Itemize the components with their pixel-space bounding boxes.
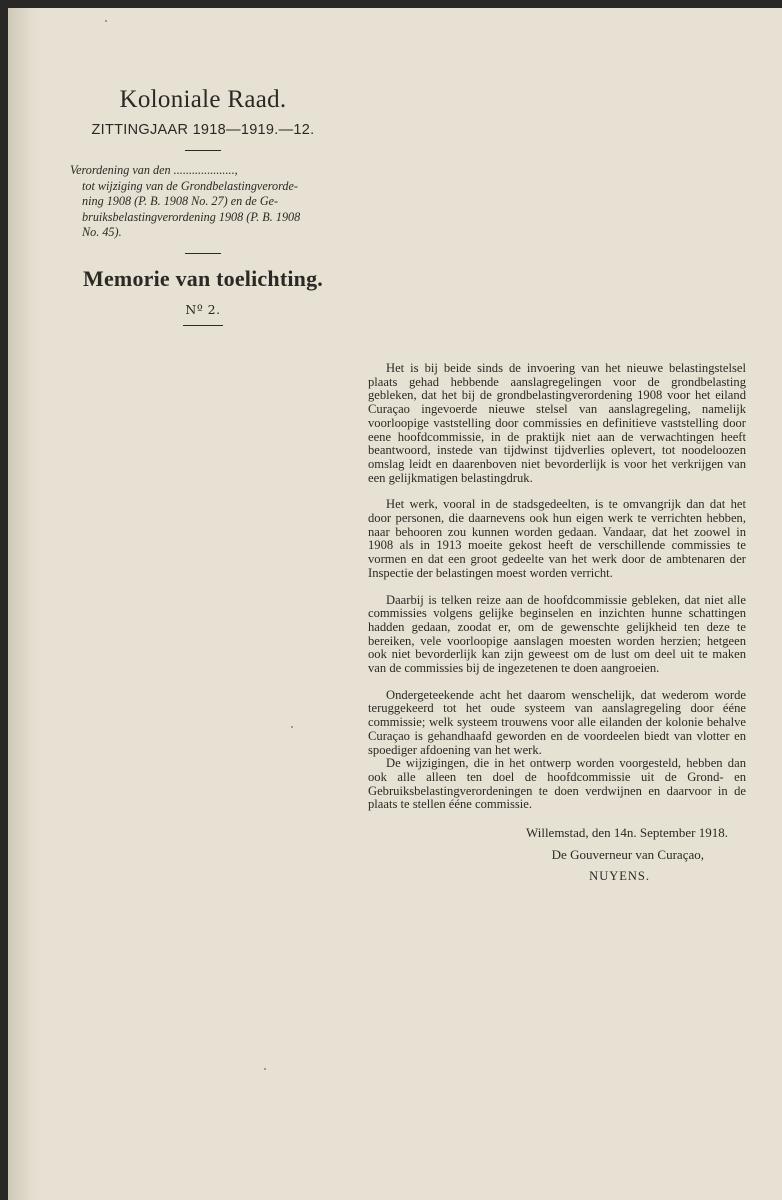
document-page	[8, 8, 782, 1200]
paper-speck	[105, 20, 107, 22]
paper-speck	[291, 726, 293, 728]
signatory-role: De Gouverneur van Curaçao,	[551, 846, 704, 862]
subject-line: Verordening van den ....................,	[70, 163, 238, 177]
body-paragraph: Ondergeteekende acht het daarom wenschelijk, dat wederom worde teruggekeerd tot het oude systeem van aanslagregeling door ééne commissie; welk systeem trouwens voor alle eilanden der kolonie behalve Curaçao is gehandhaafd geworden en de voordeelen biedt van vlotter en spoediger afdoening van het werk.	[368, 687, 746, 757]
council-title: Koloniale Raad.	[119, 86, 287, 113]
subject-line: No. 45).	[82, 225, 122, 239]
memorandum-body	[368, 362, 746, 883]
signatory-name: NUYENS.	[589, 868, 650, 883]
divider	[185, 150, 221, 151]
binding-edge	[8, 8, 42, 1200]
session-line: ZITTINGJAAR 1918—1919.—12.	[91, 122, 315, 138]
paper-speck	[264, 1068, 266, 1070]
place-date: Willemstad, den 14n. September 1918.	[525, 825, 728, 841]
body-paragraph: Het is bij beide sinds de invoering van het nieuwe belastingstelsel plaats gehad hebbende aanslagregelingen voor de grondbelasting gebleken, dat het bij de grondbelastingverordening 1908 voor het eiland Curaçao ingevoerde nieuwe stelsel van aanslagregeling, namelijk voorloopige vaststelling door commissies en definitieve vaststelling door eene hoofdcommissie, in de praktijk niet aan de verwachtingen heeft beantwoord, instede van tijdwinst tijdverlies oplevert, tot noodeloozen omslag leidt en daarenboven niet bevorderlijk is voor het verkrijgen van een gelijkmatigen belastingdruk.	[368, 361, 746, 485]
document-header	[68, 86, 338, 326]
memorandum-heading: Memorie van toelichting.	[82, 265, 324, 291]
subject-line: bruiksbelastingverordening 1908 (P. B. 1908	[82, 209, 301, 224]
body-paragraph: Het werk, vooral in de stadsgedeelten, is te omvangrijk dan dat het door personen, die daarnevens ook hun eigen werk te verrichten hebben, naar behooren zou kunnen worden gedaan. Vandaar, dat het zoowel in 1908 als in 1913 moeite gekost heeft de verschillende commissies te vormen en dat een groot gedeelte van het werk door de ambtenaren der Inspectie der belastingen moest worden verricht.	[368, 497, 746, 580]
document-number: Nº 2.	[185, 301, 221, 317]
body-paragraph: Daarbij is telken reize aan de hoofdcommissie gebleken, dat niet alle commissies volgens gelijke beginselen en inzichten hunne schattingen hadden gedaan, zoodat er, om de gewenschte gelijkheid ten deze te bereiken, vele voorloopige aanslagen moesten worden herzien; hetgeen ook niet bevorderlijk kan zijn geweest om de lust om deel uit te maken van de commissies bij de ingezetenen te doen aangroeien.	[368, 592, 746, 676]
subject-block	[70, 163, 328, 241]
body-paragraph: De wijzigingen, die in het ontwerp worden voorgesteld, hebben dan ook alle alleen ten doel de hoofdcommissie uit de Grond- en Gebruiksbelastingverordeningen te doen verdwijnen en daarvoor in de plaats te stellen ééne commissie.	[368, 756, 746, 812]
subject-line: tot wijziging van de Grondbelastingverorde-	[82, 178, 298, 193]
divider	[185, 253, 221, 254]
divider	[183, 325, 223, 326]
subject-line: ning 1908 (P. B. 1908 No. 27) en de Ge-	[82, 194, 279, 208]
